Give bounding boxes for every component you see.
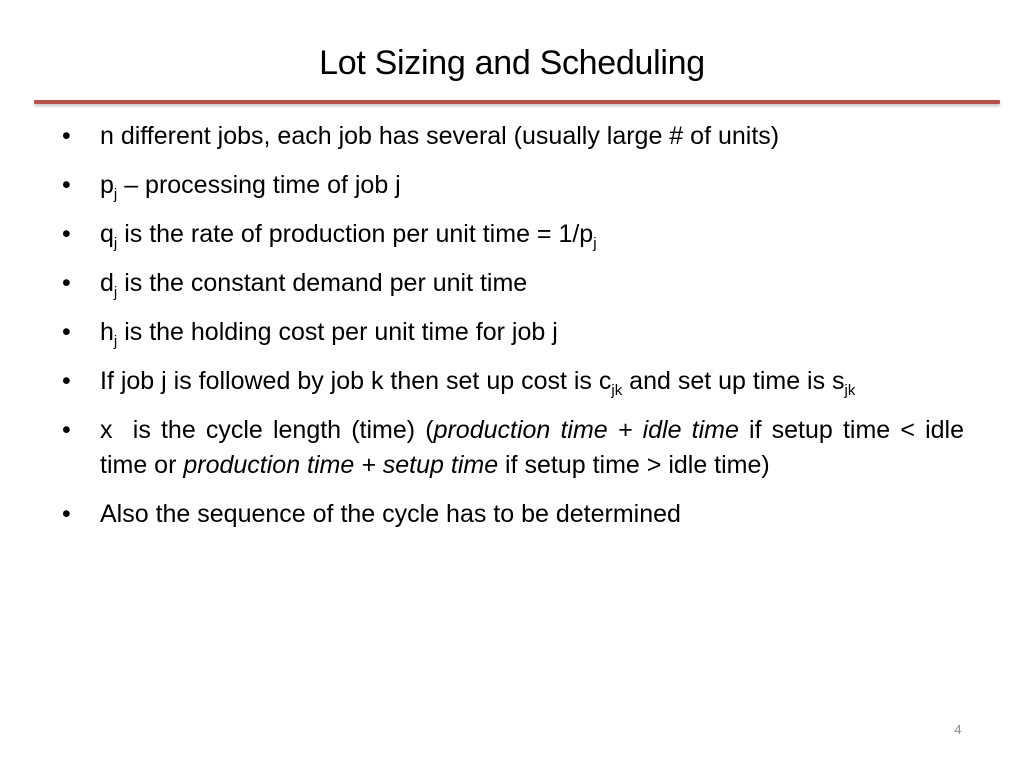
bullet-text: and set up time is s — [622, 367, 845, 395]
italic-text: production time + idle time — [433, 416, 739, 444]
bullet-dot: • — [62, 416, 71, 444]
bullet-item — [62, 266, 964, 301]
bullet-text: is the constant demand per unit time — [117, 269, 528, 297]
bullet-dot: • — [62, 367, 71, 395]
subscript: j — [113, 235, 118, 252]
bullet-item — [62, 364, 964, 399]
variable-name: d — [100, 269, 114, 297]
subscript: jk — [844, 382, 856, 399]
subscript: jk — [611, 382, 623, 399]
bullet-text: Also the sequence of the cycle has to be determined — [100, 500, 681, 528]
bullet-dot: • — [62, 122, 71, 150]
title-divider — [34, 100, 1000, 104]
variable-name: q — [100, 220, 114, 248]
bullet-text: if setup time > idle time) — [498, 451, 770, 479]
bullet-item — [62, 315, 964, 350]
italic-text: production time + setup time — [183, 451, 499, 479]
slide-number: 4 — [954, 722, 962, 737]
bullet-item — [62, 413, 964, 483]
variable-name: h — [100, 318, 114, 346]
subscript: j — [593, 235, 597, 252]
subscript: j — [113, 333, 118, 350]
bullet-item — [62, 217, 964, 252]
bullet-text: x is the cycle length (time) ( — [100, 416, 434, 444]
bullet-text: – processing time of job j — [117, 171, 401, 199]
bullet-text: if setup time < idle time or — [100, 416, 964, 479]
subscript: j — [113, 186, 118, 203]
bullet-dot: • — [62, 220, 71, 248]
bullet-dot: • — [62, 318, 71, 346]
variable-name: p — [100, 171, 114, 199]
bullet-item — [62, 119, 964, 154]
bullet-text: n different jobs, each job has several (usually large # of units) — [100, 122, 780, 150]
bullet-dot: • — [62, 171, 71, 199]
bullet-item — [62, 168, 964, 203]
bullet-text: If job j is followed by job k then set up cost is c — [100, 367, 612, 395]
subscript: j — [113, 284, 118, 301]
bullet-list — [62, 119, 964, 546]
bullet-dot: • — [62, 269, 71, 297]
bullet-item — [62, 497, 964, 532]
page-title: Lot Sizing and Scheduling — [319, 44, 705, 82]
bullet-text: is the holding cost per unit time for job j — [117, 318, 558, 346]
bullet-dot: • — [62, 500, 71, 528]
bullet-text: is the rate of production per unit time = 1/p — [117, 220, 594, 248]
